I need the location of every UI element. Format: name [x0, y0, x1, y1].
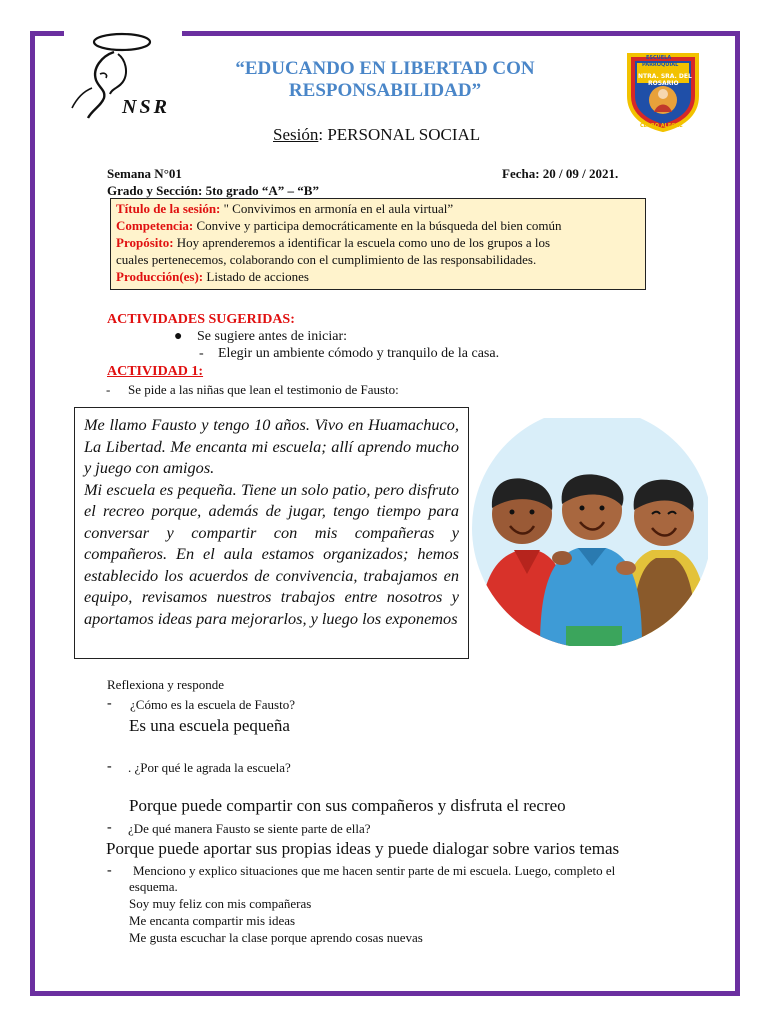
competence-value: Convive y participa democráticamente en la búsqueda del bien común — [193, 218, 562, 233]
sub-dash: - — [199, 346, 204, 361]
motto-line-1: “EDUCANDO EN LIBERTAD CON — [235, 58, 535, 79]
act1-instruction: Se pide a las niñas que lean el testimonio de Fausto: — [128, 382, 399, 397]
purpose-value-2: cuales pertenecemos, colaborando con el cumplimiento de las responsabilidades. — [116, 252, 537, 267]
competence-label: Competencia: — [116, 218, 194, 233]
purpose-value-1: Hoy aprenderemos a identificar la escuela como uno de los grupos a los — [173, 235, 551, 250]
act1-dash: - — [106, 382, 111, 397]
activity-1-heading: ACTIVIDAD 1: — [107, 364, 204, 379]
info-competence-row — [116, 217, 640, 234]
session-value: : PERSONAL SOCIAL — [318, 125, 481, 144]
question-2: . ¿Por qué le agrada la escuela? — [128, 760, 291, 775]
nsr-logo-text: NSR — [122, 96, 170, 118]
session-info-box — [110, 198, 646, 290]
activities-heading: ACTIVIDADES SUGERIDAS: — [107, 312, 295, 327]
title-label: Título de la sesión: — [116, 201, 221, 216]
shield-text-1: ESCUELA — [646, 55, 672, 61]
title-value: " Convivimos en armonía en el aula virtual” — [220, 201, 454, 216]
q1-dash: - — [107, 696, 112, 711]
info-title-row — [116, 200, 640, 217]
testimony-paragraph-2: Mi escuela es pequeña. Tiene un solo patio, pero disfruto el recreo porque, además de jugar, tengo tiempo para conversar y compartir con mis compañeras y compañeros. En el aula estamos organizados; hemos establecido los acuerdos de convivencia, trabajamos en equipo, revisamos nuestros trabajos entre nosotros y aportamos ideas para mejorarlos, y luego los exponemos — [84, 479, 459, 628]
answer-4-item-3: Me gusta escuchar la clase porque aprendo cosas nuevas — [129, 930, 423, 945]
motto-line-2: RESPONSABILIDAD” — [288, 80, 482, 101]
answer-4-item-1: Soy muy feliz con mis compañeras — [129, 896, 312, 911]
school-motto — [230, 58, 540, 102]
question-4-line-2: esquema. — [129, 879, 178, 894]
answer-3: Porque puede aportar sus propias ideas y puede dialogar sobre varios temas — [106, 839, 620, 858]
week-number: Semana N°01 — [107, 166, 182, 181]
question-1: ¿Cómo es la escuela de Fausto? — [130, 697, 295, 712]
reflection-heading: Reflexiona y responde — [107, 677, 224, 692]
three-boys-illustration — [470, 418, 708, 646]
bullet-dot: ● — [174, 329, 183, 344]
session-title — [273, 125, 480, 145]
session-label: Sesión — [273, 125, 319, 144]
answer-4-item-2: Me encanta compartir mis ideas — [129, 913, 296, 928]
production-value: Listado de acciones — [203, 269, 309, 284]
shield-text-4: ROSARIO — [648, 80, 679, 87]
shield-text-2: PARROQUIAL — [642, 62, 679, 68]
sub-text: Elegir un ambiente cómodo y tranquilo de la casa. — [218, 346, 500, 361]
grade-section: Grado y Sección: 5to grado “A” – “B” — [107, 183, 319, 198]
bullet-text: Se sugiere antes de iniciar: — [197, 329, 348, 344]
info-production-row — [116, 268, 640, 285]
q4-dash: - — [107, 863, 112, 878]
q3-dash: - — [107, 820, 112, 835]
date: Fecha: 20 / 09 / 2021. — [502, 166, 619, 181]
production-label: Producción(es): — [116, 269, 204, 284]
shield-text-3: NTRA. SRA. DEL — [638, 73, 692, 80]
shield-text-5: CERRO ALEGRE — [640, 123, 683, 129]
testimony-paragraph-1: Me llamo Fausto y tengo 10 años. Vivo en Huamachuco, La Libertad. Me encanta mi escuela; allí aprendo mucho y juego con amigos. — [84, 415, 459, 477]
q2-dash: - — [107, 759, 112, 774]
info-purpose-row — [116, 234, 640, 251]
purpose-label: Propósito: — [116, 235, 174, 250]
answer-2: Porque puede compartir con sus compañeros y disfruta el recreo — [129, 796, 566, 815]
answer-1: Es una escuela pequeña — [129, 716, 290, 735]
question-3: ¿De qué manera Fausto se siente parte de ella? — [128, 821, 371, 836]
question-4-line-1: Menciono y explico situaciones que me hacen sentir parte de mi escuela. Luego, completo el — [133, 863, 616, 878]
testimony-box — [74, 407, 469, 659]
